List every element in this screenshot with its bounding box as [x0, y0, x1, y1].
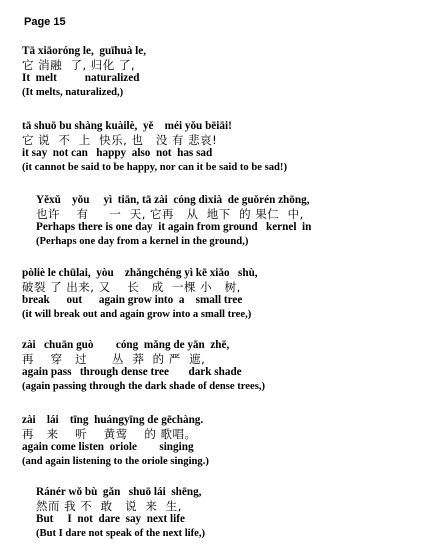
pinyin-line: tā shuō bu shàng kuàilè, yě méi yǒu bēiāi!	[22, 120, 232, 132]
chinese-line: 再 来 听 黄莺 的 歌唱。	[22, 427, 197, 441]
chinese-line: 再 穿 过 丛 莽 的 严 遮,	[22, 352, 206, 366]
page-number: Page 15	[24, 16, 66, 28]
stanza-6	[22, 414, 417, 468]
chinese-line: 破裂 了 出来, 又 长 成 一棵 小 树,	[22, 280, 241, 294]
gloss-line: But I not dare say next life	[36, 513, 185, 526]
translation-line: (But I dare not speak of the next life,)	[36, 527, 206, 539]
stanza-2	[22, 120, 417, 174]
stanza-5	[22, 339, 417, 393]
gloss-line: again come listen oriole singing	[22, 441, 194, 454]
translation-line: (again passing through the dark shade of dense trees,)	[22, 380, 265, 392]
stanza-4	[22, 267, 417, 321]
gloss-line: It melt naturalized	[22, 72, 140, 85]
gloss-line: Perhaps there is one day it again from ground kernel in	[36, 221, 312, 234]
chinese-line: 它 消融 了, 归化 了,	[22, 58, 136, 72]
chinese-line: 然而 我 不 敢 说 来 生,	[36, 499, 182, 513]
chinese-line: 它 说 不 上 快乐, 也 没 有 悲哀!	[22, 133, 218, 147]
pinyin-line: Yěxǔ yǒu yì tiān, tā zài cóng dìxià de guǒrén zhōng,	[36, 194, 310, 206]
stanza-3	[36, 194, 417, 248]
chinese-line: 也许 有 一 天, 它再 从 地下 的 果仁 中,	[36, 207, 304, 221]
stanza-7	[36, 486, 417, 540]
pinyin-line: Tā xiāoróng le, guīhuà le,	[22, 45, 147, 57]
pinyin-line: zài lái tīng huángyīng de gēchàng.	[22, 414, 204, 426]
translation-line: (Perhaps one day from a kernel in the ground,)	[36, 235, 249, 247]
gloss-line: again pass through dense tree dark shade	[22, 366, 242, 379]
pinyin-line: pòliè le chūlai, yòu zhǎngchéng yì kē xiǎo shù,	[22, 267, 258, 279]
pinyin-line: Ránér wǒ bù gǎn shuō lái shēng,	[36, 486, 202, 498]
translation-line: (it will break out and again grow into a small tree,)	[22, 308, 252, 320]
pinyin-line: zài chuān guò cóng mǎng de yān zhē,	[22, 339, 230, 351]
gloss-line: break out again grow into a small tree	[22, 294, 243, 307]
translation-line: (and again listening to the oriole singing.)	[22, 455, 209, 467]
translation-line: (It melts, naturalized,)	[22, 86, 124, 98]
gloss-line: it say not can happy also not has sad	[22, 147, 213, 160]
translation-line: (it cannot be said to be happy, nor can it be said to be sad!)	[22, 161, 287, 173]
stanza-1	[22, 45, 417, 99]
